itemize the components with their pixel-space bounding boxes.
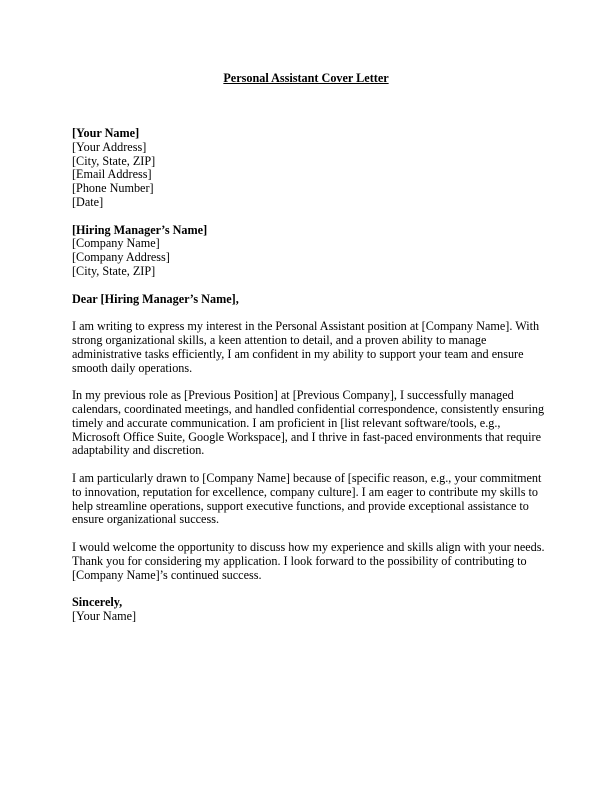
paragraph-line: strong organizational skills, a keen attention to detail, and a proven ability to manage [72, 332, 487, 347]
paragraph-line: smooth daily operations. [72, 360, 193, 375]
paragraph-line: ensure organizational success. [72, 512, 219, 527]
paragraph-line: Thank you for considering my application. I look forward to the possibility of contributing to [72, 553, 527, 568]
salutation: Dear [Hiring Manager’s Name], [72, 291, 239, 306]
paragraph-line: In my previous role as [Previous Position] at [Previous Company], I successfully managed [72, 388, 514, 403]
sender-email: [Email Address] [72, 167, 152, 182]
recipient-company: [Company Name] [72, 236, 160, 251]
body-paragraph-2 [72, 388, 545, 458]
sender-address: [Your Address] [72, 139, 147, 154]
recipient-company-address: [Company Address] [72, 250, 170, 265]
body-paragraph-3 [72, 472, 542, 527]
letter-body [72, 126, 545, 624]
sender-phone: [Phone Number] [72, 181, 154, 196]
sender-block [72, 127, 542, 210]
paragraph-line: administrative tasks efficiently, I am confident in my ability to support your team and ensure [72, 346, 524, 361]
paragraph-line: to innovation, reputation for excellence, company culture]. I am eager to contribute my skills to [72, 484, 539, 499]
sender-city-state-zip: [City, State, ZIP] [72, 153, 156, 168]
paragraph-line: I am particularly drawn to [Company Name] because of [specific reason, e.g., your commitment [72, 470, 542, 485]
paragraph-line: timely and accurate communication. I am proficient in [list relevant software/tools, e.g., [72, 415, 501, 430]
paragraph-line: I would welcome the opportunity to discuss how my experience and skills align with your needs. [72, 539, 545, 554]
recipient-name: [Hiring Manager’s Name] [72, 222, 208, 237]
document-title: Personal Assistant Cover Letter [223, 71, 389, 85]
paragraph-line: I am writing to express my interest in the Personal Assistant position at [Company Name]. With [72, 319, 540, 334]
body-paragraph-4 [72, 539, 545, 582]
signature-name: [Your Name] [72, 608, 137, 623]
paragraph-line: help streamline operations, support executive functions, and provide exceptional assistance to [72, 498, 529, 513]
valediction: Sincerely, [72, 595, 123, 610]
body-paragraph-1 [72, 320, 542, 375]
closing-block [72, 596, 542, 624]
paragraph-line: calendars, coordinated meetings, and handled confidential correspondence, consistently ensuring [72, 401, 545, 416]
recipient-block [72, 224, 542, 279]
paragraph-line: [Company Name]’s continued success. [72, 567, 262, 582]
sender-name: [Your Name] [72, 126, 140, 140]
recipient-city-state-zip: [City, State, ZIP] [72, 263, 156, 278]
paragraph-line: Microsoft Office Suite, Google Workspace], and I thrive in fast-paced environments that require [72, 429, 541, 444]
paragraph-line: adaptability and discretion. [72, 443, 205, 458]
letter-date: [Date] [72, 194, 104, 209]
